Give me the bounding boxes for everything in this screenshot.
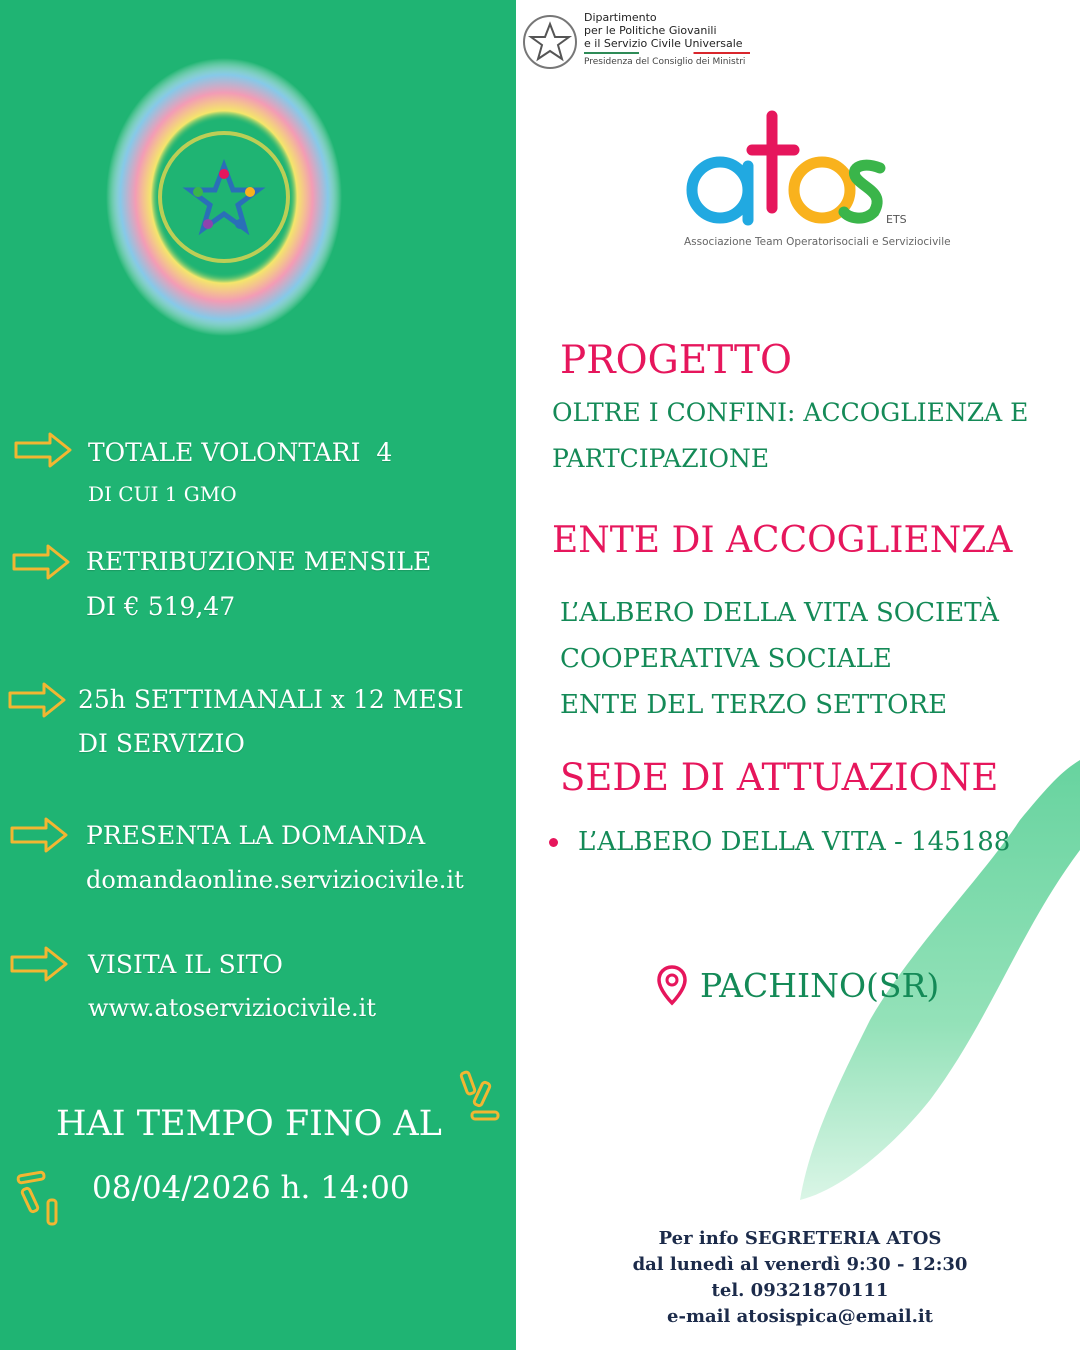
ente-line-1: L’ALBERO DELLA VITA SOCIETÀ [560, 598, 999, 628]
feature-2-sub: DI € 519,47 [86, 592, 236, 621]
feature-3-sub: DI SERVIZIO [78, 729, 245, 758]
deadline-date: 08/04/2026 h. 14:00 [92, 1170, 410, 1206]
arrow-right-icon [6, 680, 68, 720]
project-title-line2: PARTCIPAZIONE [552, 444, 770, 473]
feature-3-main: 25h SETTIMANALI x 12 MESI [78, 685, 464, 714]
arrow-right-icon [10, 542, 72, 582]
deadline-heading: HAI TEMPO FINO AL [56, 1104, 442, 1144]
atos-wordmark [684, 108, 894, 228]
feature-4-link[interactable]: domandaonline.serviziocivile.it [86, 866, 464, 894]
feature-5-main: VISITA IL SITO [88, 950, 283, 979]
feature-5-link[interactable]: www.atoserviziocivile.it [88, 994, 376, 1022]
info-line1: Per info SEGRETERIA ATOS [658, 1228, 942, 1249]
info-line3: tel. 09321870111 [711, 1280, 889, 1301]
atos-logo [684, 108, 951, 258]
sparkle-icon [14, 1164, 70, 1230]
arrow-right-icon [8, 815, 70, 855]
ente-line-2: COOPERATIVA SOCIALE [560, 644, 892, 674]
feature-2-main: RETRIBUZIONE MENSILE [86, 547, 432, 576]
info-email[interactable]: e-mail atosispica@email.it [667, 1306, 933, 1327]
dept-line4: Presidenza del Consiglio dei Ministri [584, 57, 746, 67]
ente-heading: ENTE DI ACCOGLIENZA [552, 520, 1013, 561]
dept-line3: e il Servizio Civile Universale [584, 37, 743, 50]
feature-4-main: PRESENTA LA DOMANDA [86, 821, 426, 850]
map-pin-icon [656, 964, 688, 1006]
location-text: PACHINO(SR) [700, 966, 940, 1005]
servizio-civile-logo [104, 56, 344, 338]
sede-item: L’ALBERO DELLA VITA - 145188 [578, 827, 1011, 857]
info-line2: dal lunedì al venerdì 9:30 - 12:30 [632, 1254, 968, 1275]
project-title-line1: OLTRE I CONFINI: ACCOGLIENZA E [552, 398, 1029, 427]
atos-tagline: Associazione Team Operatorisociali e Serviziocivile [684, 236, 951, 248]
feature-1-main: TOTALE VOLONTARI 4 [88, 438, 393, 467]
department-logo [520, 8, 760, 78]
dept-line2: per le Politiche Giovanili [584, 24, 717, 37]
ente-line-3: ENTE DEL TERZO SETTORE [560, 690, 948, 720]
arrow-right-icon [8, 944, 70, 984]
dept-flag-divider [584, 52, 750, 54]
dept-line1: Dipartimento [584, 11, 657, 24]
republic-emblem-icon [522, 12, 578, 72]
project-heading: PROGETTO [560, 338, 792, 383]
sede-heading: SEDE DI ATTUAZIONE [560, 756, 999, 799]
info-block [560, 1226, 1040, 1330]
feature-1-sub: DI CUI 1 GMO [88, 482, 237, 506]
atos-ets: ETS [886, 213, 907, 226]
sparkle-icon [456, 1068, 508, 1132]
arrow-right-icon [12, 430, 74, 470]
sede-bullet [549, 838, 558, 847]
